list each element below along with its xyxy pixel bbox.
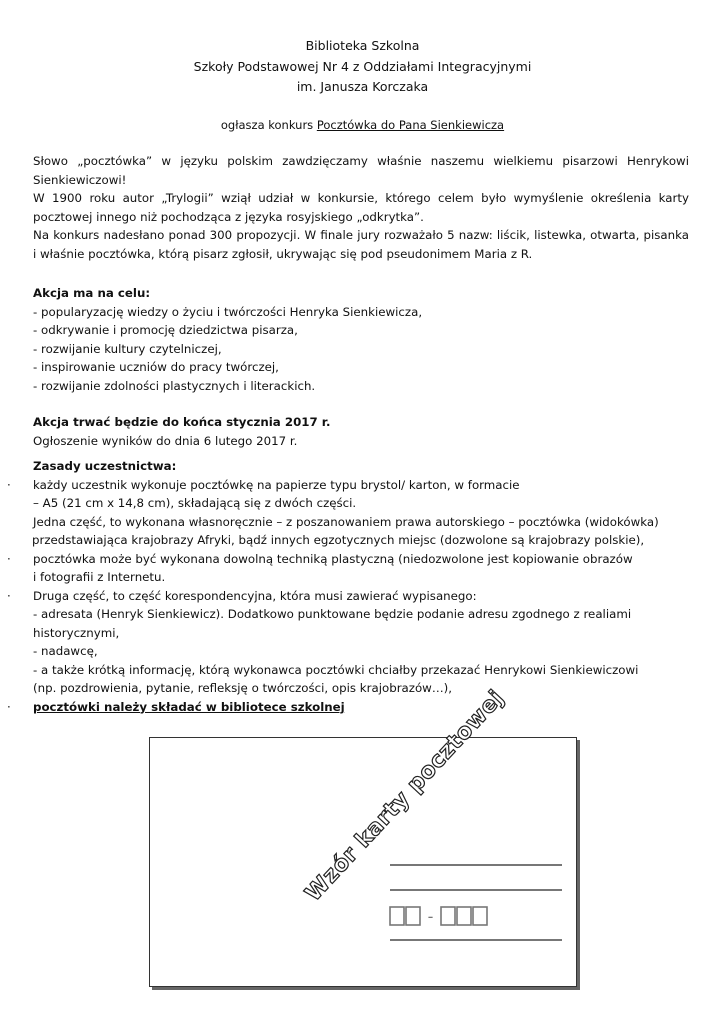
bullet-dot: · bbox=[7, 551, 11, 566]
postal-code-box bbox=[390, 907, 404, 925]
rule-1-line-1: każdy uczestnik wykonuje pocztówkę na papierze typu brystol/ karton, w formacie bbox=[33, 477, 520, 492]
rule-1-line-3: Jedna część, to wykonana własnoręcznie – z poszanowaniem prawa autorskiego – pocztówka (widokówka) bbox=[33, 514, 659, 529]
document-header bbox=[0, 36, 725, 98]
postcard-template bbox=[149, 737, 577, 987]
rule-3-line-5: - a także krótką informację, którą wykonawca pocztówki chciałby przekazać Henrykowi Sienkiewiczowi bbox=[33, 662, 639, 677]
postcard-template-label: Wzór karty pocztowej bbox=[300, 685, 510, 907]
goal-item: - popularyzację wiedzy o życiu i twórczości Henryka Sienkiewicza, bbox=[33, 304, 423, 319]
rule-3 bbox=[7, 587, 689, 606]
intro-paragraph-3: Na konkurs nadesłano ponad 300 propozycji. W finale jury rozważało 5 nazw: liścik, listewka, otwarta, pisanka i właśnie pocztówka, którą pisarz zgłosił, ukrywając się pod pseudonimem Maria z R. bbox=[33, 228, 689, 261]
contest-name: Pocztówka do Pana Sienkiewicza bbox=[316, 118, 505, 132]
intro-paragraph-1: Słowo „pocztówka” w języku polskim zawdzięczamy właśnie naszemu wielkiemu pisarzowi Henrykowi Sienkiewiczowi! bbox=[33, 154, 689, 187]
contest-announcement bbox=[0, 118, 725, 132]
goal-item: - odkrywanie i promocję dziedzictwa pisarza, bbox=[33, 323, 298, 337]
header-line-patron: im. Janusza Korczaka bbox=[296, 79, 429, 94]
dates-section bbox=[33, 413, 689, 450]
rule-2 bbox=[7, 550, 689, 569]
goals-heading: Akcja ma na celu: bbox=[33, 286, 151, 300]
bullet-dot: · bbox=[7, 477, 11, 492]
rule-3-line-4: - nadawcę, bbox=[33, 644, 98, 658]
rules-section bbox=[7, 457, 689, 716]
intro-section bbox=[33, 152, 689, 263]
rule-3-line-2: - adresata (Henryk Sienkiewicz). Dodatkowo punktowane będzie podanie adresu zgodnego z realiami bbox=[33, 607, 632, 621]
goal-item: - inspirowanie uczniów do pracy twórczej, bbox=[33, 360, 279, 374]
announce-prefix: ogłasza konkurs bbox=[220, 118, 317, 132]
bullet-dot: · bbox=[7, 588, 11, 603]
rule-4 bbox=[7, 698, 689, 717]
postal-code-dash: - bbox=[427, 907, 434, 926]
rule-4-text: pocztówki należy składać w bibliotece szkolnej bbox=[33, 699, 345, 714]
rule-1-line-2: – A5 (21 cm x 14,8 cm), składającą się z dwóch części. bbox=[33, 496, 357, 510]
rule-2-line-2: i fotografii z Internetu. bbox=[33, 570, 166, 584]
results-date: Ogłoszenie wyników do dnia 6 lutego 2017 r. bbox=[33, 433, 298, 448]
rule-1 bbox=[7, 476, 689, 495]
contest-duration: Akcja trwać będzie do końca stycznia 2017 r. bbox=[33, 415, 331, 429]
rule-3-line-3: historycznymi, bbox=[33, 625, 120, 640]
postal-code-box bbox=[457, 907, 471, 925]
postcard-lines bbox=[150, 738, 576, 986]
goal-item: - rozwijanie kultury czytelniczej, bbox=[33, 341, 222, 356]
goal-item: - rozwijanie zdolności plastycznych i literackich. bbox=[33, 378, 316, 393]
intro-paragraph-2: W 1900 roku autor „Trylogii” wziął udział w konkursie, którego celem było wymyślenie określenia karty pocztowej innego niż pochodząca z języka rosyjskiego „odkrytka”. bbox=[33, 191, 689, 224]
rule-3-line-1: Druga część, to część korespondencyjna, która musi zawierać wypisanego: bbox=[33, 588, 477, 603]
postal-code-box bbox=[441, 907, 455, 925]
header-line-library: Biblioteka Szkolna bbox=[305, 38, 420, 53]
header-line-school: Szkoły Podstawowej Nr 4 z Oddziałami Integracyjnymi bbox=[193, 58, 532, 74]
bullet-dot: · bbox=[7, 699, 11, 714]
rule-1-line-4: przedstawiająca krajobrazy Afryki, bądź innych egzotycznych miejsc (dozwolone są krajobrazy polskie), bbox=[32, 533, 645, 547]
postal-code-box bbox=[473, 907, 487, 925]
rules-heading: Zasady uczestnictwa: bbox=[33, 459, 177, 473]
postal-code-box bbox=[406, 907, 420, 925]
rule-2-line-1: pocztówka może być wykonana dowolną techniką plastyczną (niedozwolone jest kopiowanie obrazów bbox=[33, 551, 633, 566]
goals-section bbox=[33, 284, 689, 395]
rule-3-line-6: (np. pozdrowienia, pytanie, refleksję o twórczości, opis krajobrazów…), bbox=[33, 681, 452, 695]
postal-code-boxes bbox=[390, 907, 487, 925]
